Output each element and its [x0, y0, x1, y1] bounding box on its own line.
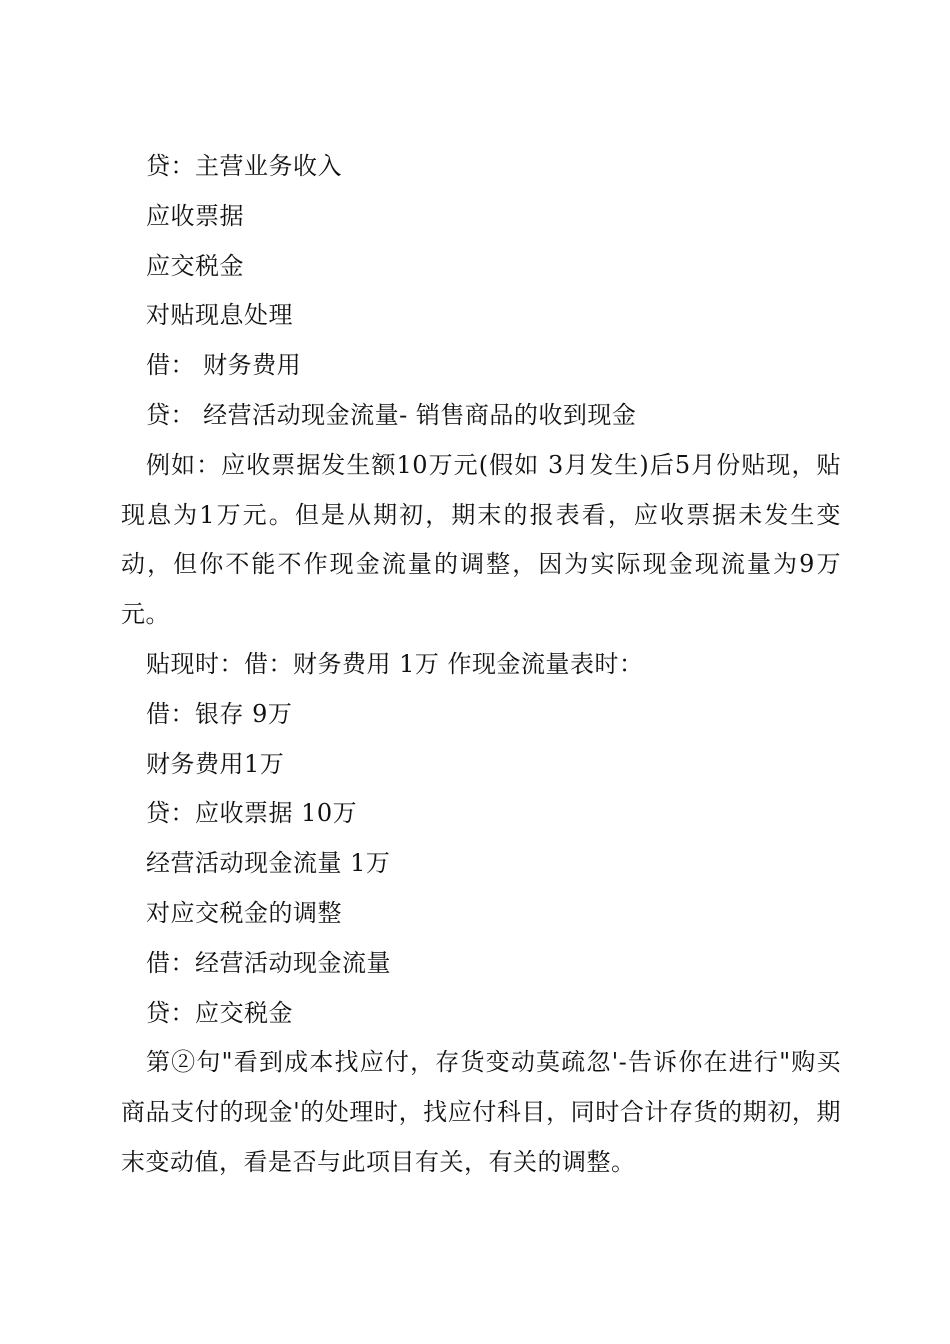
- text-line: 借： 财务费用: [146, 351, 302, 380]
- text-line: 借：银存 9万: [146, 699, 293, 728]
- text-line: 贷： 经营活动现金流量- 销售商品的收到现金: [146, 400, 637, 429]
- closing-paragraph: 第②句"看到成本找应付，存货变动莫疏忽'-告诉你在进行"购买商品支付的现金'的处理时，找应付科目，同时合计存货的期初，期末变动值，看是否与此项目有关，有关的调整。: [121, 1048, 841, 1176]
- example-paragraph: 例如：应收票据发生额10万元(假如 3月发生)后5月份贴现，贴现息为1万元。但是从期初，期末的报表看，应收票据未发生变动，但你不能不作现金流量的调整，因为实际现金现流量为9万元。: [121, 450, 841, 629]
- text-line: 贷：应交税金: [146, 998, 293, 1027]
- text-line: 应交税金: [146, 251, 244, 280]
- document-body: [121, 142, 841, 1188]
- text-line: 贷：主营业务收入: [146, 152, 342, 180]
- text-line: 应收票据: [146, 201, 244, 230]
- text-line: 对应交税金的调整: [146, 898, 342, 927]
- text-line: 贷：应收票据 10万: [146, 799, 358, 828]
- text-line: 经营活动现金流量 1万: [146, 849, 391, 878]
- text-line: 贴现时：借：财务费用 1万 作现金流量表时：: [146, 649, 644, 678]
- text-line: 财务费用1万: [146, 749, 285, 778]
- text-line: 借：经营活动现金流量: [146, 948, 391, 977]
- text-line: 对贴现息处理: [146, 301, 293, 330]
